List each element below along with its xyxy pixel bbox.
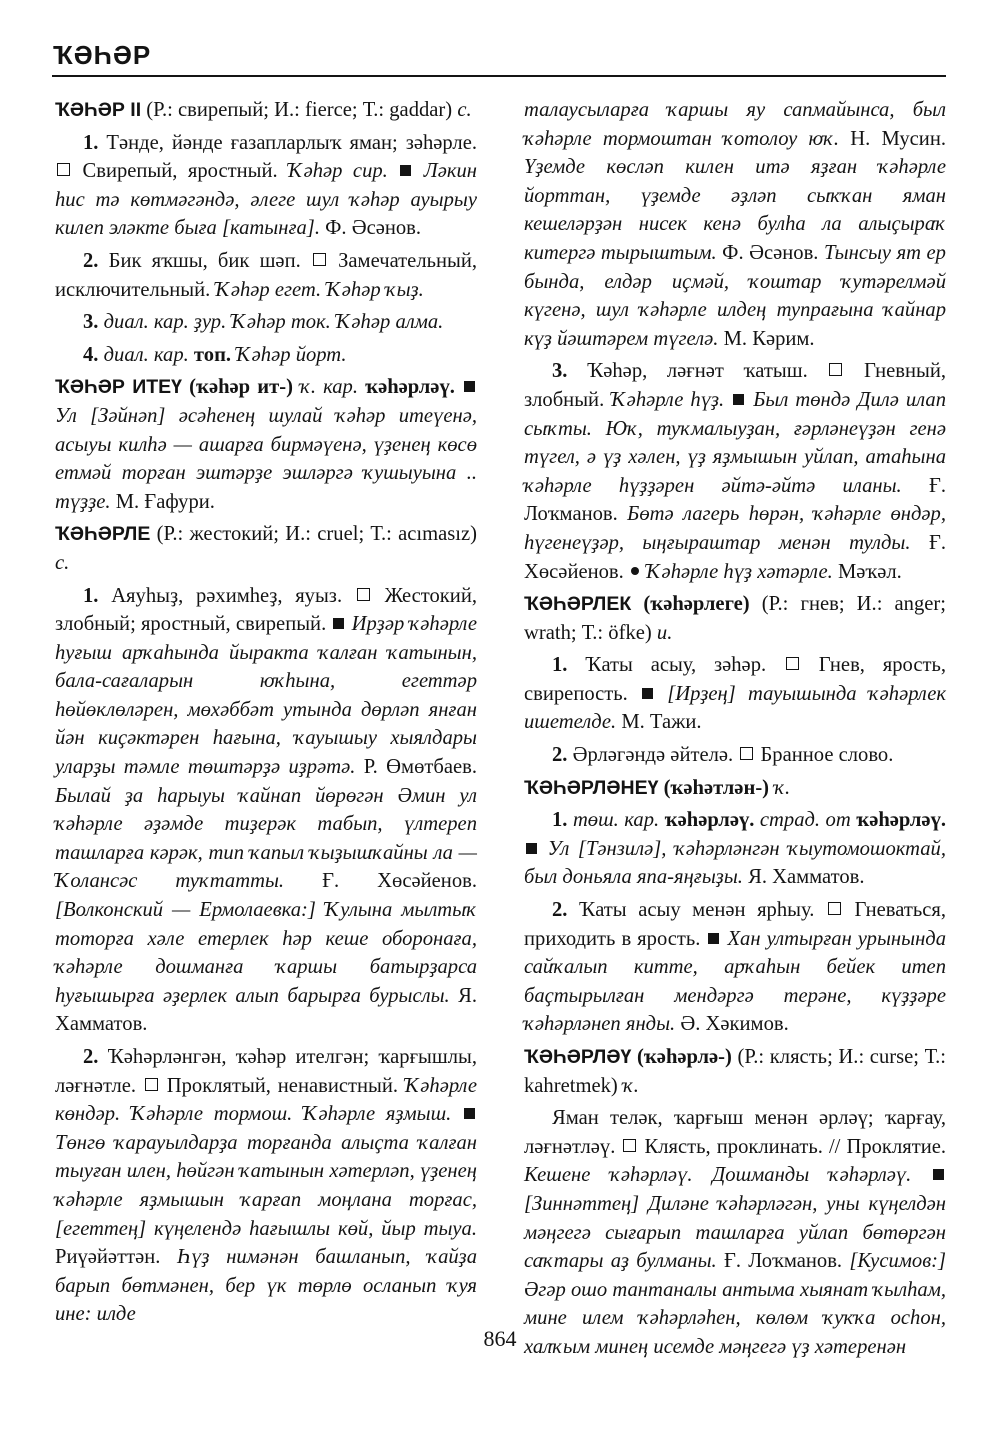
quote: [Кусимов:] Әгәр ошо тантаналы антыма хыянат ҡылһам, мине илем ҡәһәрләһен, көлөм ҡуҡҡа осһон, халҡым минең исемде мәңгегә үҙ хәтеренән [524,1250,947,1358]
phrase: Кешене ҡәһәрләү. Дошманды ҡәһәрләү. [524,1164,912,1187]
part-of-speech: ҡ. кар. [300,376,358,399]
author: Я. Хамматов. [55,984,477,1036]
author: Н. Мусин. [850,127,946,150]
usage-label: диал. кар. [103,343,189,366]
quote: Хан ултырған урынында сайҡалып китте, арҡаһын бейек итеп баҫтырылған мендәргә терәне, күҙҙәре ҡәһәрләнеп янды. [524,927,947,1036]
headword: ҠӘҺӘР ИТЕҮ [55,376,183,399]
sense-number: 2. [83,249,99,272]
cross-reference: топ. [193,343,232,366]
author: Ғ. Хөсәйенов. [322,870,477,893]
author: Риүәйәттән. [55,1246,161,1269]
sense-4 [55,341,477,370]
quote: Ирҙәр ҡәһәрле һуғыш арҡаһында йыракта ҡалған ҡатынын, бала-сағаларын юҡһына, егеттәр һөйөклөләрен, мөхәббәт утында дөрләп янған йән киҫәктәрен һағына, ҡауышыу хыялдары уларҙы тәмле төштәрҙә иҙрәтә. [55,613,478,779]
white-square-icon [828,902,841,915]
author: Р. Өмөтбаев. [363,756,478,779]
continued-sense [524,96,946,353]
white-square-icon [829,363,842,376]
headword: ҠӘҺӘР II [55,99,142,121]
definition: Тәнде, йәнде ғазапларлыҡ яман; зәһәрле. [106,131,477,154]
russian-gloss: Проклятый, ненавистный. [166,1074,399,1097]
quote: Ул [Тәнзилә], ҡәһәрләнгән ҡыутомошоктай, был доньяла япа-яңғыҙы. [524,837,946,889]
phrase: Ҡәһәр сир. [288,160,388,183]
author: Ф. Әсәнов. [325,217,422,240]
headword: ҠӘҺӘРЛӘНЕҮ [524,776,659,799]
definition: Ҡәһәр, ләғнәт ҡатыш. [587,360,808,383]
russian-gloss: Гневный, злобный. [524,360,947,411]
phrase: Ҡәһәрле һүҙ. [611,388,725,411]
sense-number: 1. [552,654,568,677]
sense-number: 2. [552,744,568,767]
quote: [Зиннәттең] Диләне ҡәһәрләгән, уны күңелдән мәңгегә сығарып ташларға уйлап бөтөргән саҡтары аҙ булманы. [524,1192,946,1273]
quote: [Ирҙең] тауышында ҡәһәрлек ишетелде. [524,682,946,734]
black-square-icon [464,381,475,392]
sense-3 [55,308,477,337]
running-head: ҠӘҺӘР [53,40,152,70]
definition-paragraph [524,1104,946,1361]
translations: (Р.: свирепый; И.: fierce; Т.: gaddar) [146,99,453,121]
translations: (Р.: клясть; И.: curse; Т.: kahretmek) [524,1046,946,1097]
phrase: Ҡәһәр йорт. [236,343,347,366]
quote: Ләкин һис тә көтмәгәндә, әлеге шул ҡәһәр ауырыу килеп эләкте быға [катынға]. [55,160,478,240]
entry-kaharlau [524,1043,946,1100]
page-number: 864 [483,1326,517,1351]
cross-reference: ҡәһәрләү. [365,376,455,399]
proverb-source: Мәҡәл. [837,560,902,583]
russian-gloss: Свирепый, яростный. [82,160,278,183]
stem: (ҡәһәрлә-) [636,1046,732,1068]
sense-number: 1. [83,584,99,607]
quote: Үҙемде көсләп килен итә яҙған ҡәһәрле йорттан, үҙемде әҙләп сыҡҡан яман кешеләрҙән нисек кенә булһа ла алыҫыраҡ китергә тырыштым. [524,156,946,264]
proverb: Ҡәһәрле һүҙ хәтәрле. [646,560,833,583]
sense-number: 1. [552,809,568,832]
stem: (ҡәһәтлән-) [663,776,770,799]
definition: Ҡаты асыу, зәһәр. [585,654,767,677]
quote: Тынсыу ят ер бында, елдәр иҫмәй, ҡоштар ҡутәрелмәй күгенә, шул ҡәһәрле илдең тупрағына ҡайнар күҙ йәштәрем түгелә. [524,241,946,350]
black-square-icon [733,394,744,405]
definition: Ҡәһәрләнгән, ҡәһәр ителгән; ҡарғышлы, ләғнәтле. [55,1046,477,1097]
translations: (Р.: гнев; И.: anger; wrath; Т.: öfke) [524,593,946,644]
definition: Бик яҡшы, бик шәп. [108,249,301,272]
separator: // [828,1135,841,1158]
headword: ҠӘҺӘРЛЕ [55,523,151,546]
sense-number: 4. [83,343,99,366]
sense-1 [55,582,477,1040]
author: М. Тажи. [621,711,702,734]
quote: Ул [Зәйнәп] әсәһенең шулай ҡәһәр итеүенә, асыуы килһә — ашарға бирмәүенә, үҙенең көсө етмәй торған эштәрҙе эшләргә ҡушыуына .. түҙҙе. [55,404,477,513]
header-rule [52,75,946,77]
phrase: Ҡәһәр ток. Ҡәһәр алма. [231,311,444,334]
sense-1 [55,129,477,243]
white-square-icon [623,1139,636,1152]
definition: Яман теләк, ҡарғыш менән әрләү; ҡарғау, ләғнәтләү. [524,1107,946,1158]
black-square-icon [464,1108,475,1119]
russian-gloss: Бранное слово. [760,744,894,767]
black-square-icon [400,165,411,176]
sense-number: 3. [552,360,568,383]
sense-2 [524,741,946,770]
black-square-icon [933,1169,944,1180]
author: М. Кәрим. [723,327,815,350]
entry-kahar-ii [55,96,477,125]
usage-label: төш. кар. [572,809,660,832]
white-square-icon [786,657,799,670]
black-square-icon [642,688,653,699]
part-of-speech: ҡ. [622,1074,639,1097]
cross-reference: ҡәһәрләү. [856,809,947,832]
left-column [55,96,477,1333]
sense-2 [55,247,477,304]
white-square-icon [313,253,326,266]
sense-number: 2. [83,1046,99,1068]
white-square-icon [57,163,70,176]
author: М. Ғафури. [115,490,215,513]
author: Ғ. Хөсәйенов. [524,531,946,583]
part-of-speech: и. [656,621,673,644]
sense-number: 3. [83,311,99,334]
quote: Былай ҙа һарыуы ҡайнап йөрөгән Әмин ул ҡәһәрле әҙәмде тиҙерәк табып, үлтереп ташларға кәрәк, тип ҡапыл ҡыҙышҡайны ла — Ҡолансәс туҡтатты. [55,784,477,893]
phrase: Ҡәһәр егет. Ҡәһәр ҡыҙ. [215,278,424,301]
white-square-icon [357,588,370,601]
usage-label: страд. от [759,809,851,832]
entry-kaharlek [524,590,946,647]
sense-number: 2. [552,899,568,922]
stem: (ҡәһәрлеге) [643,593,750,616]
quote: Был төндә Дилә илап сыҡты. Юҡ, туҡмалыуҙан, ғәрләнеүҙән генә түгел, ә үҙ хәлен, үҙ яҙмышын уйлап, атаһына ҡәһәрле һүҙҙәрен әйтә-әйтә иланы. [524,388,947,497]
definition: Аяуһыҙ, рәхимһеҙ, яуыз. [111,584,343,607]
entry-kahar-iteu [55,373,477,516]
russian-gloss: Клясть, проклинать. [644,1135,823,1158]
quote: Бөтә лагерь һөрән, ҡәһәрле өндәр, һүгенеүҙәр, ыңғыраштар менән тулды. [524,503,947,554]
author: Ғ. Лоҡманов. [524,474,946,526]
sense-1 [524,806,946,892]
headword: ҠӘҺӘРЛӘҮ [524,1046,632,1068]
usage-label: диал. кар. ҙур. [103,311,227,334]
author: Ф. Әсәнов. [722,241,819,264]
sense-2 [55,1043,477,1329]
stem: (ҡәһәр ит-) [189,376,293,399]
quote: [Волконский — Ермолаевка:] Ҡулына мылтыҡ тоторға хәле етерлек һәр кеше оборонаға, ҡәһәрле дошманға ҡаршы батырҙарса һуғышырға әҙерлек алып барырға бурыслы. [55,899,477,1007]
black-square-icon [708,933,719,944]
russian-gloss: Проклятие. [846,1135,946,1158]
part-of-speech: ҡ. [774,776,791,799]
author: Ғ. Лоҡманов. [723,1250,843,1273]
quote: Төнгө ҡарауылдарҙа торғанда алыҫта ҡалған тыуған илен, һөйгән ҡатынын хәтерләп, үҙенең ҡәһәрле яҙмышын ҡарғап моңлана торғас, [егеттең] күңелендә һағышлы көй, йыр тыуа. [55,1131,477,1240]
entry-kaharlaneu [524,774,946,803]
black-square-icon [333,618,344,629]
headword: ҠӘҺӘРЛЕК [524,593,632,616]
entry-kaharle [55,520,477,577]
phrase: Ҡәһәрле көндәр. Ҡәһәрле тормош. Ҡәһәрле яҙмыш. [55,1074,478,1126]
cross-reference: ҡәһәрләү. [664,809,755,832]
sense-1 [524,651,946,737]
author: Ә. Хәкимов. [680,1013,789,1036]
white-square-icon [145,1078,158,1091]
russian-gloss: Гневаться, приходить в ярость. [524,899,946,950]
right-column [524,96,946,1366]
sense-number: 1. [83,131,99,154]
quote: талаусыларға ҡаршы яу сапмайынса, был ҡәһәрле тормоштан ҡотолоу юҡ. [524,99,946,150]
definition: Әрләгәндә әйтелә. [572,744,734,767]
white-square-icon [740,747,753,760]
russian-gloss: Замечательный, исключительный. [55,249,478,301]
quote: Һүҙ нимәнән башланып, ҡайҙа барып бөтмәнен, бер үк төрлө осланып ҡуя ине: илде [55,1246,477,1326]
part-of-speech: с. [55,551,70,574]
author: Я. Хамматов. [748,866,865,889]
black-square-icon [526,843,537,854]
russian-gloss: Жестокий, злобный; яростный, свирепый. [55,584,477,636]
translations: (Р.: жестокий; И.: cruel; Т.: acımasız) [156,523,477,546]
part-of-speech: с. [457,99,472,121]
russian-gloss: Гнев, ярость, свирепость. [524,654,946,705]
sense-3 [524,357,946,586]
sense-2 [524,896,946,1039]
definition: Ҡаты асыу менән ярһыу. [579,899,815,922]
black-circle-icon [631,567,639,575]
